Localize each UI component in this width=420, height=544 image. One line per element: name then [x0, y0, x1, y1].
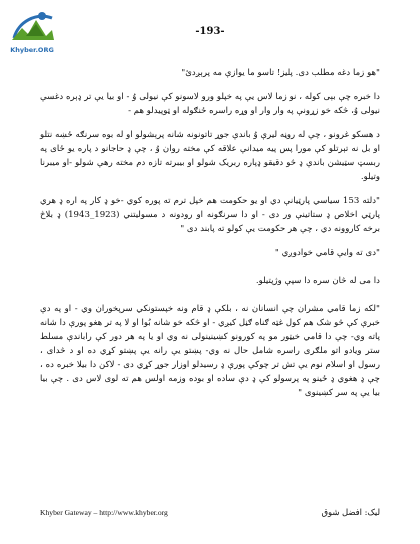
footer-author: لیک: افضل شوق [321, 507, 380, 517]
page-footer [40, 508, 380, 520]
paragraph: "دی ته وایې قامي خوادوږي " [274, 248, 380, 258]
paragraph: "دلته 153 سیاسي پارټیانې دي او یو حکومت هم خپل ترم ته پوره کوي -خو ډ کار په اره ډ هري پارټي اخلاص ډ ستاتينې ور دی - او دا سرنګونه او رودونه د مسولیتني (1923_1943) ډ بلاڅ برخه کاروونه دي ، چې هر حکومت یې کولو ته پابند دی " [40, 196, 380, 234]
document-body [40, 66, 380, 410]
paragraph: "هو زما دغه مطلب دی. پلیز! تاسو ما یوازې مه پرېږدئ" [181, 68, 380, 78]
footer-site-link[interactable]: Khyber Gateway – http://www.khyber.org [40, 508, 168, 517]
paragraph: د هسکو غرونو ، چې له روڼه لیرې وُ باندې جوړ تاتونونه شانه پرېشولو او له بوه سرنګه ځښه نتلو او بل نه تېرتلو کې مورا پس پیه میدانې علاقه کې مخته روان وُ ، چې ډ حاجانو د پاره یو ځای په ربسټ سټیشن باندې ډ څو دقیقو ډپاره ربریک شولو او بیبرته تازه دم مخته رهې شولو -او میبرنا وتیلو. [40, 130, 380, 182]
paragraph: "لکه زما قامي مشران چې انسانان نه ، بلکې ډ قام ونه خپستونکي سرپخوران وي - او په دې خبرې کې څو شک هم کول غټه ګناه ګڼل کیږي - او څکه خو شانه بُوا او لا په تر هغو پورې دا شانه پاته وي- چې دا قامي خیټور مو په کورونو کښینینولی نه وي او یا په هر دور کې راباندې مسلط ستر ویادو اتو ملګری راسره شامل حال نه وي- پښتو یې رانه یې پښتو کړي ده او د څدای ، رسول او اسلام نوم یې تش تر چوکې پورې ډ رسیدلو اوزار جوړ کړي دی - لاکن دا بیلا خبره ده ، چې ډ هغوي ډ ځینو په پرسولو کې ډ دې ساده او بوده وزمه اولس هم ته لوی لاس دی . چې بیا بیا یې په سر کښینوی " [40, 304, 380, 398]
paragraph: دا خبره چې بېی کوله ، نو زما لاس یې په خپلو ورو لاسونو کې نیولی وُ - او بیا یې تر ډېره دغسې نیولی وُ، څکه خو زړونې په وار وار او وړه راسره ځنګوله او ټوپیدلو هم - [40, 92, 380, 116]
logo-caption: Khyber.ORG [10, 46, 54, 54]
paragraph: دا می له څان سره دا سپې وژپتیلو. [255, 276, 380, 286]
page-number: -193- [195, 26, 225, 37]
